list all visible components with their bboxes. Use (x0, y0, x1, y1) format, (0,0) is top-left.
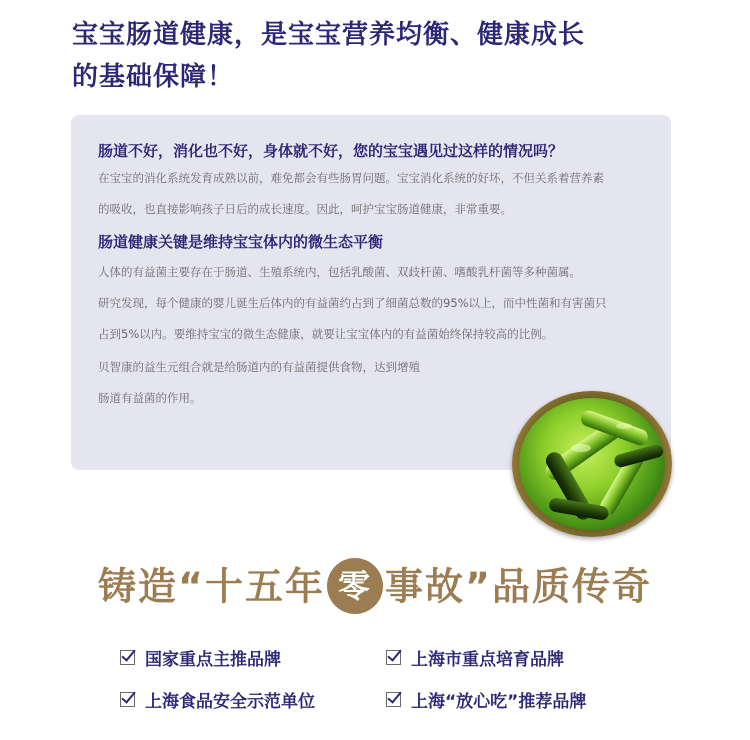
zero-badge: 零 (327, 558, 383, 614)
slogan (0, 561, 750, 617)
checkbox-icon (120, 650, 135, 665)
section2-line: 占到5%以内。要维持宝宝的微生态健康，就要让宝宝体内的有益菌始终保持较高的比例。 (98, 327, 554, 341)
headline-line1: 宝宝肠道健康，是宝宝营养均衡、健康成长 (72, 20, 586, 50)
section3-line: 肠道有益菌的作用。 (98, 391, 202, 405)
section3-line: 贝智康的益生元组合就是给肠道内的有益菌提供食物，达到增殖 (98, 360, 420, 374)
slogan-suffix: 事故”品质传奇 (385, 564, 652, 609)
slogan-prefix: 铸造“十五年 (98, 564, 325, 609)
honor-label: 上海食品安全示范单位 (145, 692, 315, 712)
bacteria-illustration (519, 398, 665, 530)
checkbox-icon (120, 692, 135, 707)
checkbox-icon (386, 650, 401, 665)
honor-item (120, 645, 281, 670)
honor-item (386, 645, 564, 670)
section2-title: 肠道健康关键是维持宝宝体内的微生态平衡 (98, 233, 384, 251)
bacteria-icon (519, 398, 665, 530)
section2-line: 研究发现，每个健康的婴儿诞生后体内的有益菌约占到了细菌总数的95%以上，而中性菌和有害菌只 (98, 296, 607, 310)
section1-line: 在宝宝的消化系统发育成熟以前，难免都会有些肠胃问题。宝宝消化系统的好坏，不但关系着营养素 (98, 171, 604, 185)
section3-text (98, 352, 468, 414)
honor-item (386, 687, 586, 712)
section2-text (98, 257, 658, 350)
checkbox-icon (386, 692, 401, 707)
honor-item (120, 687, 315, 712)
headline (72, 14, 692, 98)
section1-title: 肠道不好，消化也不好，身体就不好，您的宝宝遇见过这样的情况吗？ (98, 142, 564, 160)
headline-line2: 的基础保障！ (72, 62, 235, 92)
section1-text (98, 163, 658, 225)
honor-label: 上海“放心吃”推荐品牌 (411, 692, 587, 712)
honor-label: 上海市重点培育品牌 (411, 650, 564, 670)
probiotic-bacteria-image (512, 391, 672, 537)
section1-line: 的吸收，也直接影响孩子日后的成长速度。因此，呵护宝宝肠道健康，非常重要。 (98, 202, 512, 216)
honor-label: 国家重点主推品牌 (145, 650, 281, 670)
section2-line: 人体的有益菌主要存在于肠道、生殖系统内，包括乳酸菌、双歧杆菌、嗜酸乳杆菌等多种菌属。 (98, 265, 581, 279)
